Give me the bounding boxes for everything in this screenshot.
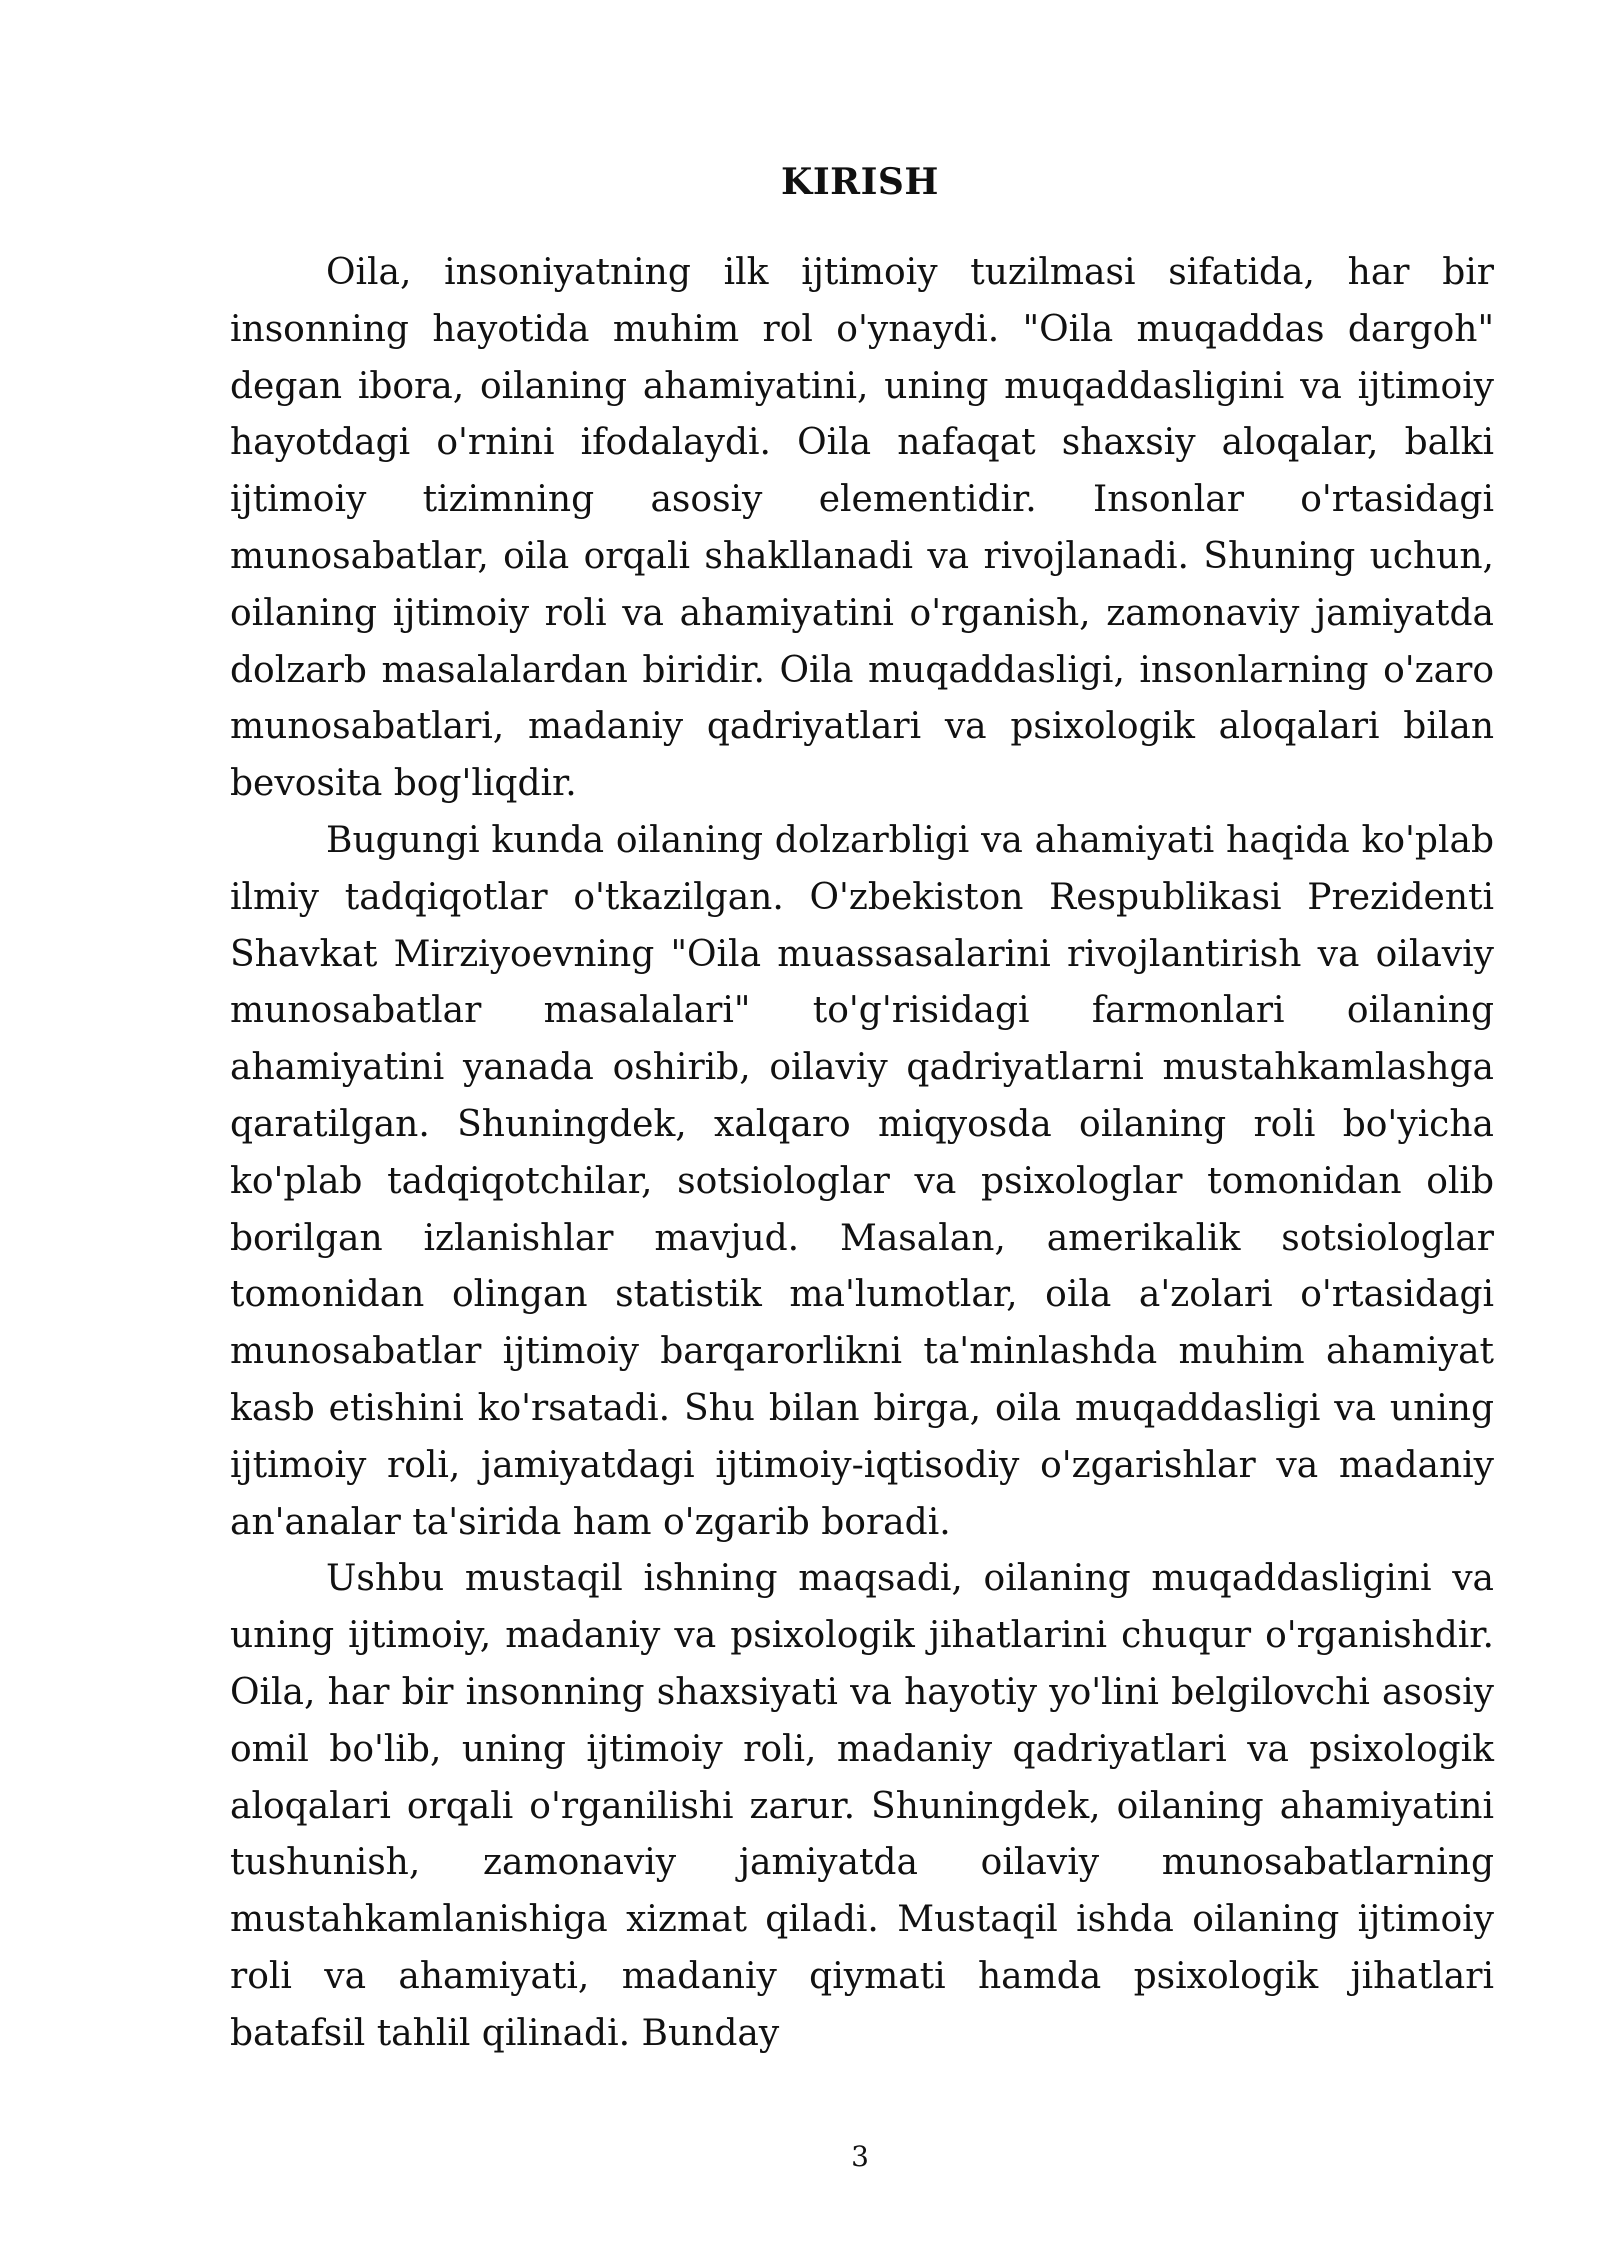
section-title: KIRISH [781,161,939,203]
paragraph: Ushbu mustaqil ishning maqsadi, oilaning muqaddasligini va uning ijtimoiy, madaniy va psixologik jihatlarini chuqur o'rganishdir. Oila, har bir insonning shaxsiyati va hayotiy yo'lini belgilovchi asosiy omil bo'lib, uning ijtimoiy roli, madaniy qadriyatlari va psixologik aloqalari orqali o'rganilishi zarur. Shuningdek, oilaning ahamiyatini tushunish, zamonaviy jamiyatda oilaviy munosabatlarning mustahkamlanishiga xizmat qiladi. Mustaqil ishda oilaning ijtimoiy roli va ahamiyati, madaniy qiymati hamda psixologik jihatlari batafsil tahlil qilinadi. Bunday [230,1558,1494,2054]
paragraph: Bugungi kunda oilaning dolzarbligi va ahamiyati haqida ko'plab ilmiy tadqiqotlar o'tkazilgan. O'zbekiston Respublikasi Prezidenti Shavkat Mirziyoevning "Oila muassasalarini rivojlantirish va oilaviy munosabatlar masalalari" to'g'risidagi farmonlari oilaning ahamiyatini yanada oshirib, oilaviy qadriyatlarni mustahkamlashga qaratilgan. Shuningdek, xalqaro miqyosda oilaning roli bo'yicha ko'plab tadqiqotchilar, sotsiologlar va psixologlar tomonidan olib borilgan izlanishlar mavjud. Masalan, amerikalik sotsiologlar tomonidan olingan statistik ma'lumotlar, oila a'zolari o'rtasidagi munosabatlar ijtimoiy barqarorlikni ta'minlashda muhim ahamiyat kasb etishini ko'rsatadi. Shu bilan birga, oila muqaddasligi va uning ijtimoiy roli, jamiyatdagi ijtimoiy-iqtisodiy o'zgarishlar va madaniy an'analar ta'sirida ham o'zgarib boradi. [230,819,1494,1543]
page-number: 3 [851,2140,869,2173]
body-text [230,245,1494,2063]
paragraph: Oila, insoniyatning ilk ijtimoiy tuzilmasi sifatida, har bir insonning hayotida muhim rol o'ynaydi. "Oila muqaddas dargoh" degan ibora, oilaning ahamiyatini, uning muqaddasligini va ijtimoiy hayotdagi o'rnini ifodalaydi. Oila nafaqat shaxsiy aloqalar, balki ijtimoiy tizimning asosiy elementidir. Insonlar o'rtasidagi munosabatlar, oila orqali shakllanadi va rivojlanadi. Shuning uchun, oilaning ijtimoiy roli va ahamiyatini o'rganish, zamonaviy jamiyatda dolzarb masalalardan biridir. Oila muqaddasligi, insonlarning o'zaro munosabatlari, madaniy qadriyatlari va psixologik aloqalari bilan bevosita bog'liqdir. [230,252,1494,805]
